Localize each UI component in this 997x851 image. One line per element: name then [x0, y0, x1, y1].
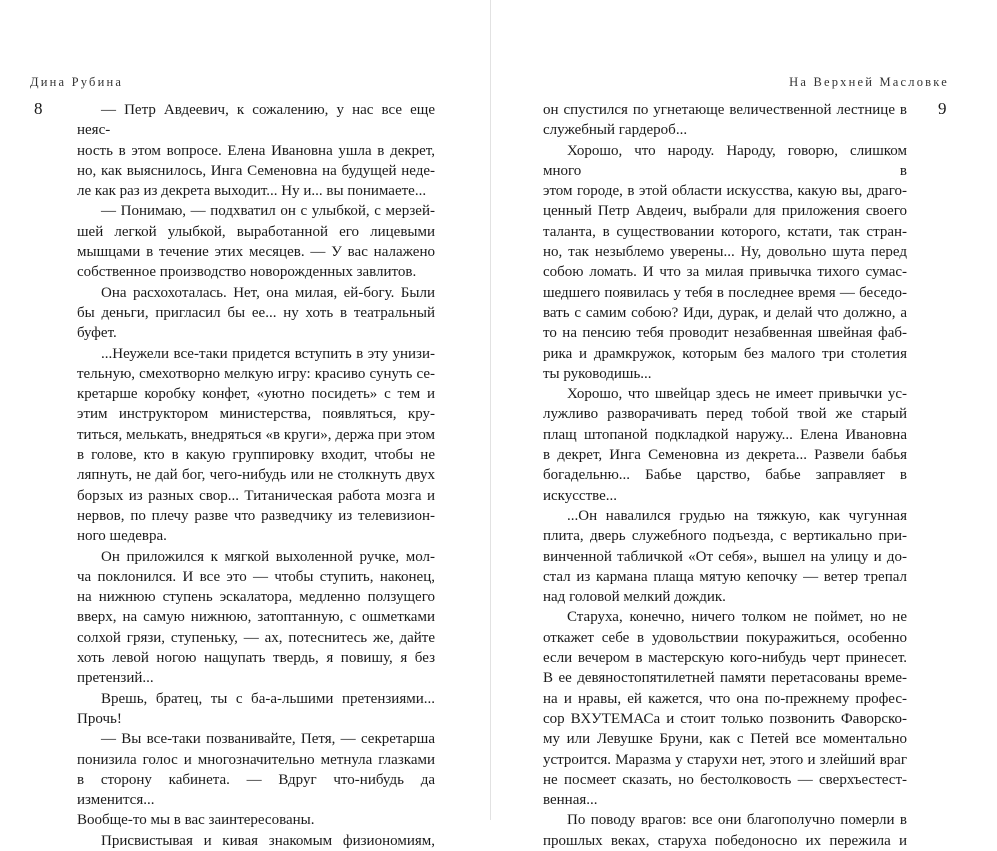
- text-line: если вечером в мастерскую кого-нибудь черт принесет.: [543, 650, 907, 667]
- text-line: борзых из разных свор... Титаническая работа мозга и: [77, 487, 435, 504]
- text-line: ность в этом вопросе. Елена Ивановна ушла в декрет,: [77, 142, 435, 159]
- text-line: По поводу врагов: все они благополучно померли в: [567, 812, 907, 829]
- text-line: Вообще-то мы в вас заинтересованы.: [77, 812, 315, 829]
- text-line: на и нравы, ей кажется, что она по-прежнему профес-: [543, 690, 907, 707]
- text-line: откажет себе в удовольствии покуражиться, особенно: [543, 629, 907, 646]
- text-line: стал из кармана плаща мятую кепочку — ветер трепал: [543, 568, 907, 585]
- text-line: — Вы все-таки позванивайте, Петя, — секретарша: [101, 731, 435, 748]
- text-line: над головой мелкий дождик.: [543, 589, 726, 606]
- text-line: сор ВХУТЕМАСа и стоит только позвонить Фаворско-: [543, 710, 907, 727]
- text-line: Она расхохоталась. Нет, она милая, ей-богу. Были: [101, 284, 435, 301]
- text-line: титься, мелькать, внедряться «в круги», держа при этом: [77, 426, 435, 443]
- page-number-left: 8: [34, 99, 43, 118]
- text-line: Прочь!: [77, 710, 122, 727]
- book-spine: [490, 0, 491, 820]
- text-line: понизила голос и многозначительно метнула глазками: [77, 751, 435, 768]
- text-line: му или Левушке Бруни, как с Петей все моментально: [543, 731, 907, 748]
- text-line: ного шедевра.: [77, 528, 167, 545]
- text-line: плащ штопаной подкладкой наружу... Елена Ивановна: [543, 426, 907, 443]
- text-line: но, как выяснилось, Инга Семеновна на будущей неде-: [77, 162, 435, 179]
- text-line: служебный гардероб...: [543, 122, 688, 139]
- text-line: Старуха, конечно, ничего толком не поймет, но не: [567, 609, 907, 626]
- text-line: претензий...: [77, 670, 154, 687]
- text-line: таланта, в существовании которого, кстати, так стран-: [543, 223, 907, 240]
- text-line: не посмеет сказать, но бестолковость — сверхъестест-: [543, 771, 907, 788]
- text-line: кретарше коробку конфет, «уютно посидеть» с тем и: [77, 386, 435, 403]
- text-line: буфет.: [77, 325, 117, 342]
- text-line: мышцами в течение этих месяцев. — У вас налажено: [77, 244, 435, 261]
- text-line: ...Неужели все-таки придется вступить в эту унизи-: [101, 345, 435, 362]
- text-line: Присвистывая и кивая знакомым физиономиям,: [101, 832, 435, 849]
- text-line: ценный Петр Авдеич, выбрали для приложения своего: [543, 203, 907, 220]
- text-line: Хорошо, что швейцар здесь не имеет привычки ус-: [567, 386, 907, 403]
- text-line: В ее девяностопятилетней памяти перетасованы време-: [543, 670, 907, 687]
- text-line: винченной табличкой «От себя», вышел на улицу и до-: [543, 548, 907, 565]
- text-line: Хорошо, что народу. Народу, говорю, слишком много в: [543, 142, 907, 179]
- text-line: этим инструктором министерства, появляться, кру-: [77, 406, 435, 423]
- text-line: шедшего появилась у тебя в последнее время — беседо-: [543, 284, 907, 301]
- text-line: в голове, кто в какую группировку входит, чтобы не: [77, 447, 435, 464]
- text-line: бы деньги, пригласил бы ее... ну хоть в театральный: [77, 304, 435, 321]
- text-line: устроится. Маразма у старухи нет, этого и злейший враг: [543, 751, 907, 768]
- text-line: лужливо разворачивать перед тобой твой же старый: [543, 406, 907, 423]
- text-line: Он приложился к мягкой выхоленной ручке, мол-: [101, 548, 435, 565]
- text-line: — Петр Авдеевич, к сожалению, у нас все еще неяс-: [77, 102, 435, 139]
- text-line: собственное производство новорожденных завлитов.: [77, 264, 417, 281]
- text-line: венная...: [543, 792, 598, 809]
- text-line: рика и драмкружок, которым без малого три столетия: [543, 345, 907, 362]
- text-line: ты руководишь...: [543, 365, 652, 382]
- right-page-text: [543, 100, 907, 851]
- text-line: на нижнюю ступень эскалатора, медленно ползущего: [77, 589, 435, 606]
- text-line: в декрет, Инга Семеновна из декрета... Развели бабья: [543, 447, 907, 464]
- running-head-author: Дина Рубина: [30, 75, 124, 89]
- text-line: вать с самим собою? Иди, дурак, и делай что должно, а: [543, 304, 907, 321]
- text-line: он спустился по угнетающе величественной лестнице в: [543, 102, 907, 118]
- text-line: хоть левой ногою нащупать твердь, я повишу, я без: [77, 650, 435, 667]
- text-line: вверх, на самую нижнюю, затоптанную, с ошметками: [77, 609, 435, 626]
- text-line: ляпнуть, не дай бог, чего-нибудь или не столкнуть двух: [77, 467, 435, 484]
- text-line: этом городе, в этой области искусства, какую вы, драго-: [543, 183, 907, 200]
- text-line: но, так незыблемо уверены... Ну, довольно шута перед: [543, 244, 907, 261]
- text-line: тельную, смехотворно мелкую игру: красиво сунуть се-: [77, 365, 435, 382]
- text-line: ...Он навалился грудью на тяжкую, как чугунная: [567, 507, 907, 524]
- text-line: прошлых веках, старуха победоносно их пережила и: [543, 832, 907, 849]
- text-line: солхой грязи, ступеньку, — ах, потеснитесь же, дайте: [77, 629, 435, 646]
- text-line: шей легкой улыбкой, выработанной его лицевыми: [77, 223, 435, 240]
- text-line: в сторону кабинета. — Вдруг что-нибудь да изменится...: [77, 771, 435, 809]
- left-page-text: [77, 100, 435, 851]
- text-line: ча поклонился. И все это — чтобы ступить, наконец,: [77, 568, 435, 585]
- text-line: то на пенсию тебя проводит незабвенная швейная фаб-: [543, 325, 907, 342]
- text-line: собою ломать. И что за милая привычка тихого сумас-: [543, 264, 907, 281]
- text-line: — Понимаю, — подхватил он с улыбкой, с мерзей-: [101, 203, 435, 220]
- text-line: богадельню... Бабье царство, бабье заправляет в искусстве...: [543, 467, 907, 504]
- text-line: ле как раз из декрета выходит... Ну и... вы понимаете...: [77, 183, 427, 200]
- page-number-right: 9: [938, 99, 947, 118]
- text-line: плита, дверь служебного подъезда, с вертикально при-: [543, 528, 907, 545]
- running-head-title: На Верхней Масловке: [789, 75, 949, 89]
- text-line: нервов, по плечу разве что разведчику из телевизион-: [77, 507, 435, 524]
- text-line: Врешь, братец, ты с ба-а-льшими претензиями...: [101, 690, 435, 707]
